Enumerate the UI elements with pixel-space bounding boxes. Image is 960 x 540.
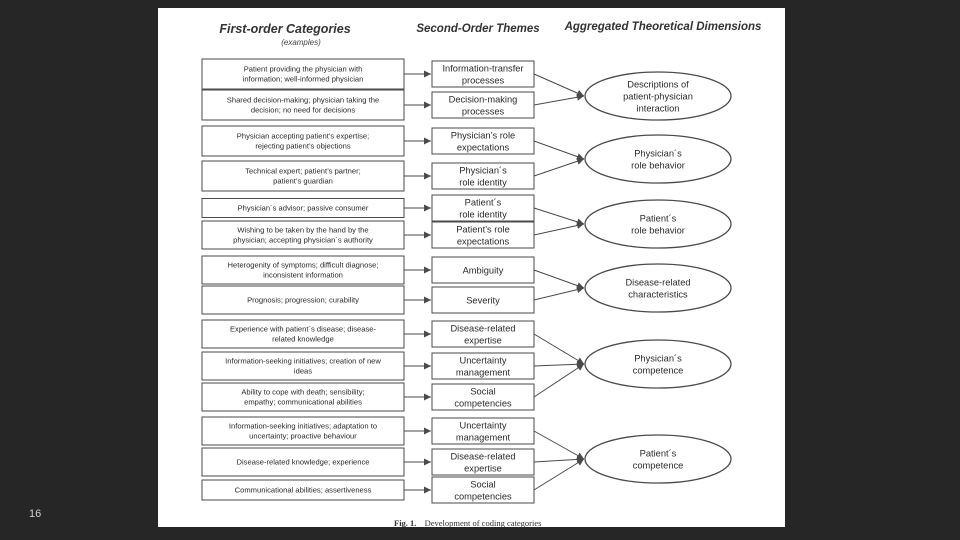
aggregated-dimension-text-line: competence [632,460,684,471]
second-order-theme-text-line: expectations [456,236,510,247]
second-order-theme-text-line: competencies [454,398,512,409]
first-order-category-text-line: inconsistent information [263,270,343,280]
first-order-category-text-line: uncertainty; proactive behaviour [249,431,357,441]
first-order-category-text-line: Patient providing the physician with [243,64,363,74]
first-order-category-text [241,388,364,407]
first-order-category-text-line: Wishing to be taken by the hand by the [237,225,369,235]
aggregated-dimension [585,72,731,120]
aggregated-dimension-text-line: Disease-related [625,277,691,288]
coding-diagram [158,8,785,527]
first-order-category-text-line: Shared decision-making; physician taking the [226,95,380,105]
first-order-category-text-line: Physician accepting patient’s expertise; [236,131,370,141]
second-order-theme-text-line: expertise [464,463,502,474]
first-order-category-text-line: decision; no need for decisions [250,105,356,115]
header-aggregated: Aggregated Theoretical Dimensions [564,21,762,33]
first-order-category-text [229,422,377,441]
first-order-category-text-line: Experience with patient´s disease; disease- [229,324,377,334]
second-order-theme-text [466,295,500,305]
coding-row [202,256,584,288]
first-order-category-text-line: physician; accepting physician´s authority [233,235,373,245]
first-order-category-text-line: Physician´s advisor; passive consumer [237,203,369,213]
aggregated-dimension-text-line: competence [632,365,684,376]
aggregated-dimension-text-line: Patient´s [639,213,677,224]
second-order-theme-text-line: expertise [464,335,502,346]
theme-to-dimension-arrow [534,364,584,366]
second-order-theme-text-line: management [455,432,511,443]
coding-row [202,159,584,191]
theme-to-dimension-arrow [534,431,584,459]
theme-to-dimension-arrow [534,288,584,300]
second-order-theme-text-line: processes [461,75,505,86]
aggregated-dimension [585,200,731,248]
first-order-category-text [247,296,359,305]
first-order-category-text-line: Disease-related knowledge; experience [236,457,370,467]
first-order-category-text [238,204,369,213]
coding-row [202,448,584,476]
theme-to-dimension-arrow [534,159,584,176]
first-order-category-text [237,132,369,151]
first-order-category-text-line: patient’s guardian [273,176,333,186]
second-order-theme-text-line: Disease-related [450,451,516,462]
first-order-category-text-line: empathy; communicational abilities [244,397,362,407]
aggregated-dimension-text-line: Descriptions of [627,79,689,90]
aggregated-dimension-text-line: patient-physician [623,91,693,102]
second-order-theme-text-line: Physician’s role [450,130,516,141]
theme-to-dimension-arrow [534,96,584,105]
figure-caption-text: Development of coding categories [424,518,542,527]
second-order-theme-text-line: Ambiguity [462,265,504,276]
coding-row [202,126,584,159]
coding-row [202,90,584,120]
theme-to-dimension-arrow [534,459,584,490]
second-order-theme-text-line: Social [470,386,496,397]
second-order-theme-text-line: Uncertainty [459,355,507,366]
header-first-order-sub: (examples) [281,38,321,47]
first-order-category-text-line: Ability to cope with death; sensibility; [241,387,365,397]
second-order-theme-text-line: Information-transfer [442,63,524,74]
second-order-theme-text-line: Decision-making [448,94,518,105]
aggregated-dimension-text-line: Physician´s [634,353,682,364]
theme-to-dimension-arrow [534,208,584,224]
first-order-category-text-line: Information-seeking initiatives; adaptation to [228,421,378,431]
second-order-theme-text-line: Patient´s [464,197,502,208]
figure-caption [394,518,541,527]
diagram-rows [202,59,584,503]
theme-to-dimension-arrow [534,364,584,397]
aggregated-dimension-text-line: role behavior [631,225,685,236]
first-order-category-text [243,65,364,84]
theme-to-dimension-arrow [534,334,584,364]
second-order-theme-text-line: role identity [459,177,507,188]
first-order-category-text-line: Prognosis; progression; curability [247,295,359,305]
second-order-theme-text-line: Disease-related [450,323,516,334]
first-order-category-text [233,226,373,245]
second-order-theme-text-line: role identity [459,209,507,220]
figure-caption-label: Fig. 1. [394,518,417,527]
aggregated-dimension-text-line: interaction [636,103,680,114]
diagram-dimensions [585,72,731,483]
first-order-category-text-line: Heterogenity of symptoms; difficult diagnose; [227,260,379,270]
coding-row [202,352,584,380]
aggregated-dimension-ellipse [585,264,731,312]
theme-to-dimension-arrow [534,459,584,462]
theme-to-dimension-arrow [534,74,584,96]
aggregated-dimension-ellipse [585,435,731,483]
coding-row [202,286,584,314]
second-order-theme-text-line: competencies [454,491,512,502]
first-order-category-text-line: related knowledge [272,334,334,344]
second-order-theme-text-line: Social [470,479,496,490]
second-order-theme-text [463,265,504,275]
aggregated-dimension [585,264,731,312]
aggregated-dimension-text-line: characteristics [628,289,688,300]
aggregated-dimension-text-line: role behavior [631,160,685,171]
theme-to-dimension-arrow [534,270,584,288]
diagram-canvas [158,8,785,527]
first-order-category-text-line: information; well-informed physician [242,74,364,84]
theme-to-dimension-arrow [534,224,584,235]
first-order-category-text [237,458,370,467]
header-first-order: First-order Categories [219,22,351,36]
coding-row [202,195,584,224]
second-order-theme-text-line: Uncertainty [459,420,507,431]
theme-to-dimension-arrow [534,141,584,159]
first-order-category-text-line: Technical expert; patient’s partner; [245,166,361,176]
second-order-theme-text-line: processes [461,106,505,117]
header-second-order: Second-Order Themes [416,23,540,35]
aggregated-dimension-text-line: Physician´s [634,148,682,159]
first-order-category-text [235,486,372,495]
aggregated-dimension [585,340,731,388]
first-order-category-text-line: rejecting patient’s objections [255,141,351,151]
aggregated-dimension-ellipse [585,340,731,388]
second-order-theme-text-line: expectations [456,142,510,153]
second-order-theme-text-line: Patient’s role [456,224,510,235]
aggregated-dimension-ellipse [585,135,731,183]
first-order-category-text-line: Communicational abilities; assertiveness [234,485,372,495]
second-order-theme-text-line: Severity [466,295,500,306]
aggregated-dimension [585,435,731,483]
aggregated-dimension [585,135,731,183]
first-order-category-text-line: Information-seeking initiatives; creation of new [225,356,381,366]
aggregated-dimension-text-line: Patient´s [639,448,677,459]
aggregated-dimension-ellipse [585,200,731,248]
first-order-category-text-line: ideas [293,366,313,376]
coding-row [202,221,584,249]
second-order-theme-text-line: Physician´s [459,165,507,176]
second-order-theme-text-line: management [455,367,511,378]
slide-number: 16 [29,508,42,520]
